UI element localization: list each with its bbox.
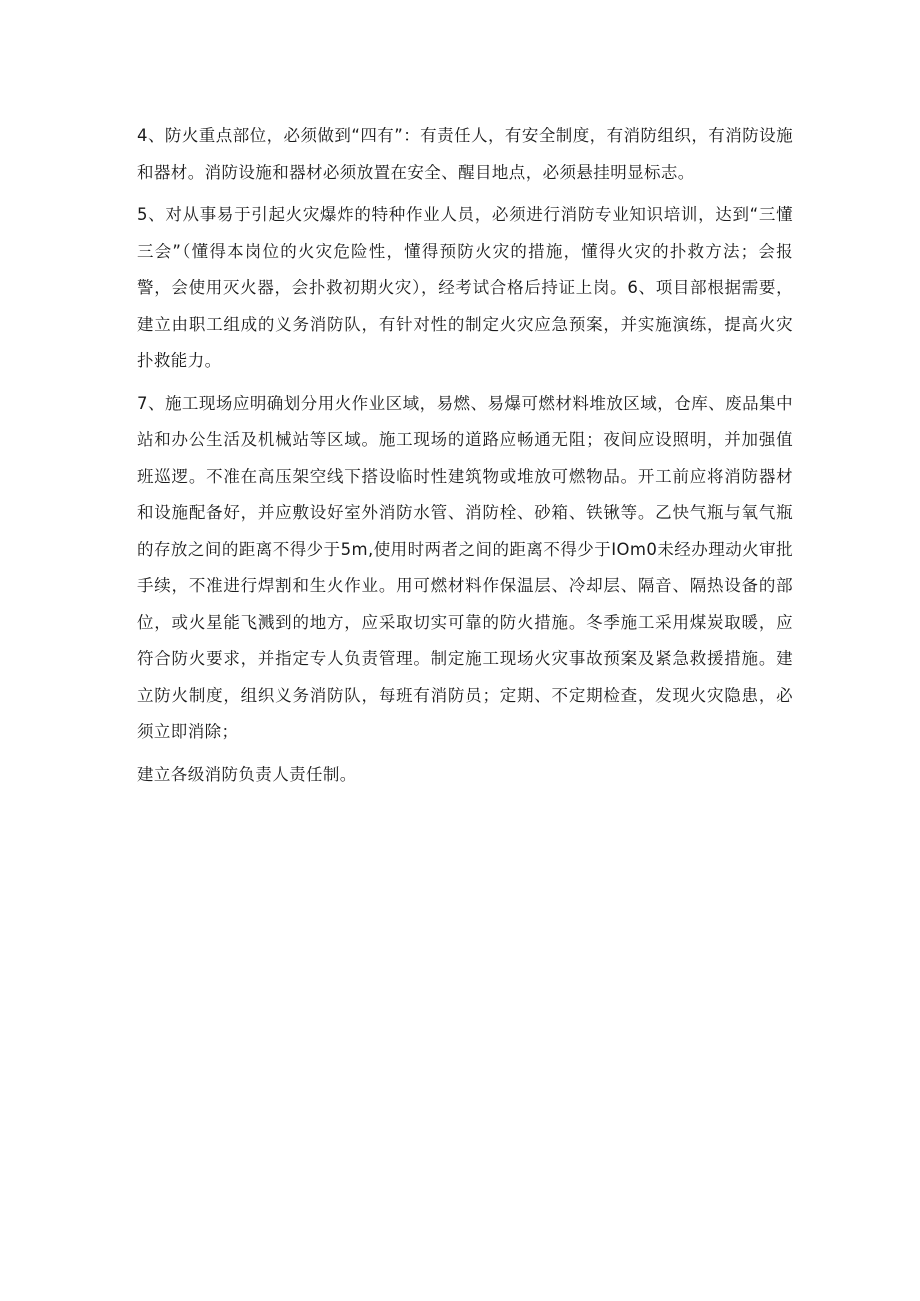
document-body (137, 118, 793, 799)
paragraph-4: 4、防火重点部位，必须做到“四有”：有责任人，有安全制度，有消防组织，有消防设施和器材。消防设施和器材必须放置在安全、醒目地点，必须悬挂明显标志。 (137, 126, 793, 182)
paragraph-7: 7、施工现场应明确划分用火作业区域，易燃、易爆可燃材料堆放区域，仓库、废品集中站和办公生活及机械站等区域。施工现场的道路应畅通无阻；夜间应设照明，并加强值班巡逻。不准在高压架空线下搭设临时性建筑物或堆放可燃物品。开工前应将消防器材和设施配备好，并应敷设好室外消防水管、消防栓、砂箱、铁锹等。乙快气瓶与氧气瓶的存放之间的距离不得少于5m,使用时两者之间的距离不得少于IOm0未经办理动火审批手续，不准进行焊割和生火作业。用可燃材料作保温层、冷却层、隔音、隔热设备的部位，或火星能飞溅到的地方，应采取切实可靠的防火措施。冬季施工采用煤炭取暖，应符合防火要求，并指定专人负责管理。制定施工现场火灾事故预案及紧急救援措施。建立防火制度，组织义务消防队，每班有消防员；定期、不定期检查，发现火灾隐患，必须立即消除； (137, 393, 793, 741)
paragraph-5-6: 5、对从事易于引起火灾爆炸的特种作业人员，必须进行消防专业知识培训，达到“三懂三会”（懂得本岗位的火灾危险性，懂得预防火灾的措施，懂得火灾的扑救方法；会报警，会使用灭火器，会扑救初期火灾），经考试合格后持证上岗。6、项目部根据需要，建立由职工组成的义务消防队，有针对性的制定火灾应急预案，并实施演练，提高火灾扑救能力。 (137, 205, 793, 370)
paragraph-responsibility: 建立各级消防负责人责任制。 (137, 764, 357, 784)
